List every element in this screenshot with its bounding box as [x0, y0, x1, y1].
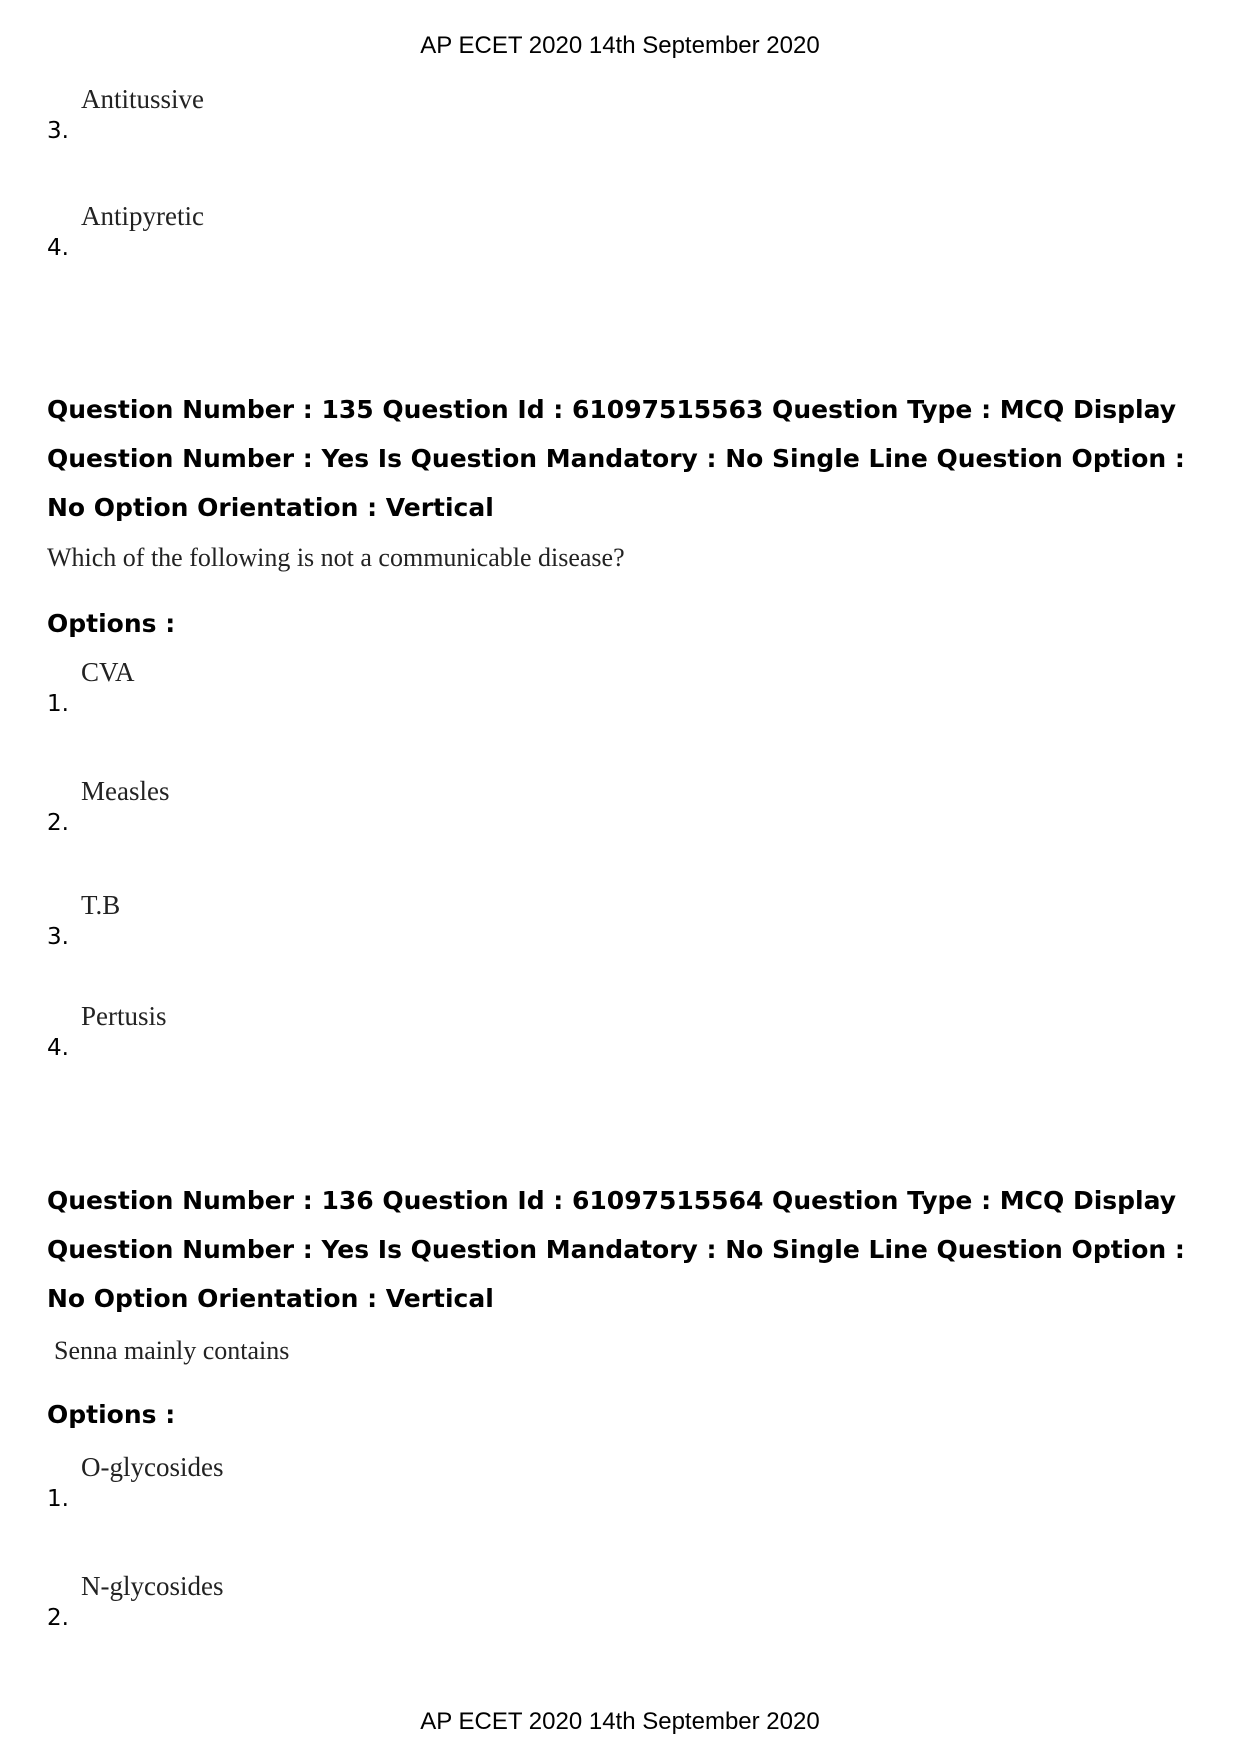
option-number: 3.: [47, 118, 69, 144]
option-item: [47, 1001, 647, 1061]
option-text: O-glycosides: [81, 1452, 224, 1482]
option-number: 1.: [47, 691, 69, 717]
question-135-text: Which of the following is not a communicable disease?: [47, 543, 625, 572]
option-item: [47, 1452, 647, 1512]
option-item: [47, 657, 647, 717]
option-item: [47, 201, 647, 261]
option-number: 4.: [47, 1035, 69, 1061]
option-item: [47, 776, 647, 836]
option-text: T.B: [81, 890, 121, 920]
page-header: AP ECET 2020 14th September 2020: [420, 32, 820, 59]
question-135-options-label: Options :: [47, 609, 176, 638]
page-footer: AP ECET 2020 14th September 2020: [420, 1708, 820, 1735]
option-number: 2.: [47, 810, 69, 836]
question-136-text: Senna mainly contains: [54, 1336, 290, 1365]
option-number: 3.: [47, 924, 69, 950]
option-text: Measles: [81, 776, 170, 806]
option-text: Antitussive: [81, 84, 205, 114]
option-number: 2.: [47, 1605, 69, 1631]
question-136-options-label: Options :: [47, 1400, 176, 1429]
option-text: Antipyretic: [81, 201, 204, 231]
option-number: 1.: [47, 1486, 69, 1512]
option-item: [47, 1571, 647, 1631]
option-item: [47, 84, 647, 144]
question-135-meta: Question Number : 135 Question Id : 61097515563 Question Type : MCQ Display Question Number : Yes Is Question Mandatory : No Single Line Question Option : No Option Orientation : Vertical: [47, 395, 1185, 522]
option-item: [47, 890, 647, 950]
option-text: N-glycosides: [81, 1571, 224, 1601]
option-text: Pertusis: [81, 1001, 167, 1031]
question-136-meta: Question Number : 136 Question Id : 61097515564 Question Type : MCQ Display Question Number : Yes Is Question Mandatory : No Single Line Question Option : No Option Orientation : Vertical: [47, 1186, 1185, 1313]
option-text: CVA: [81, 657, 135, 687]
option-number: 4.: [47, 235, 69, 261]
